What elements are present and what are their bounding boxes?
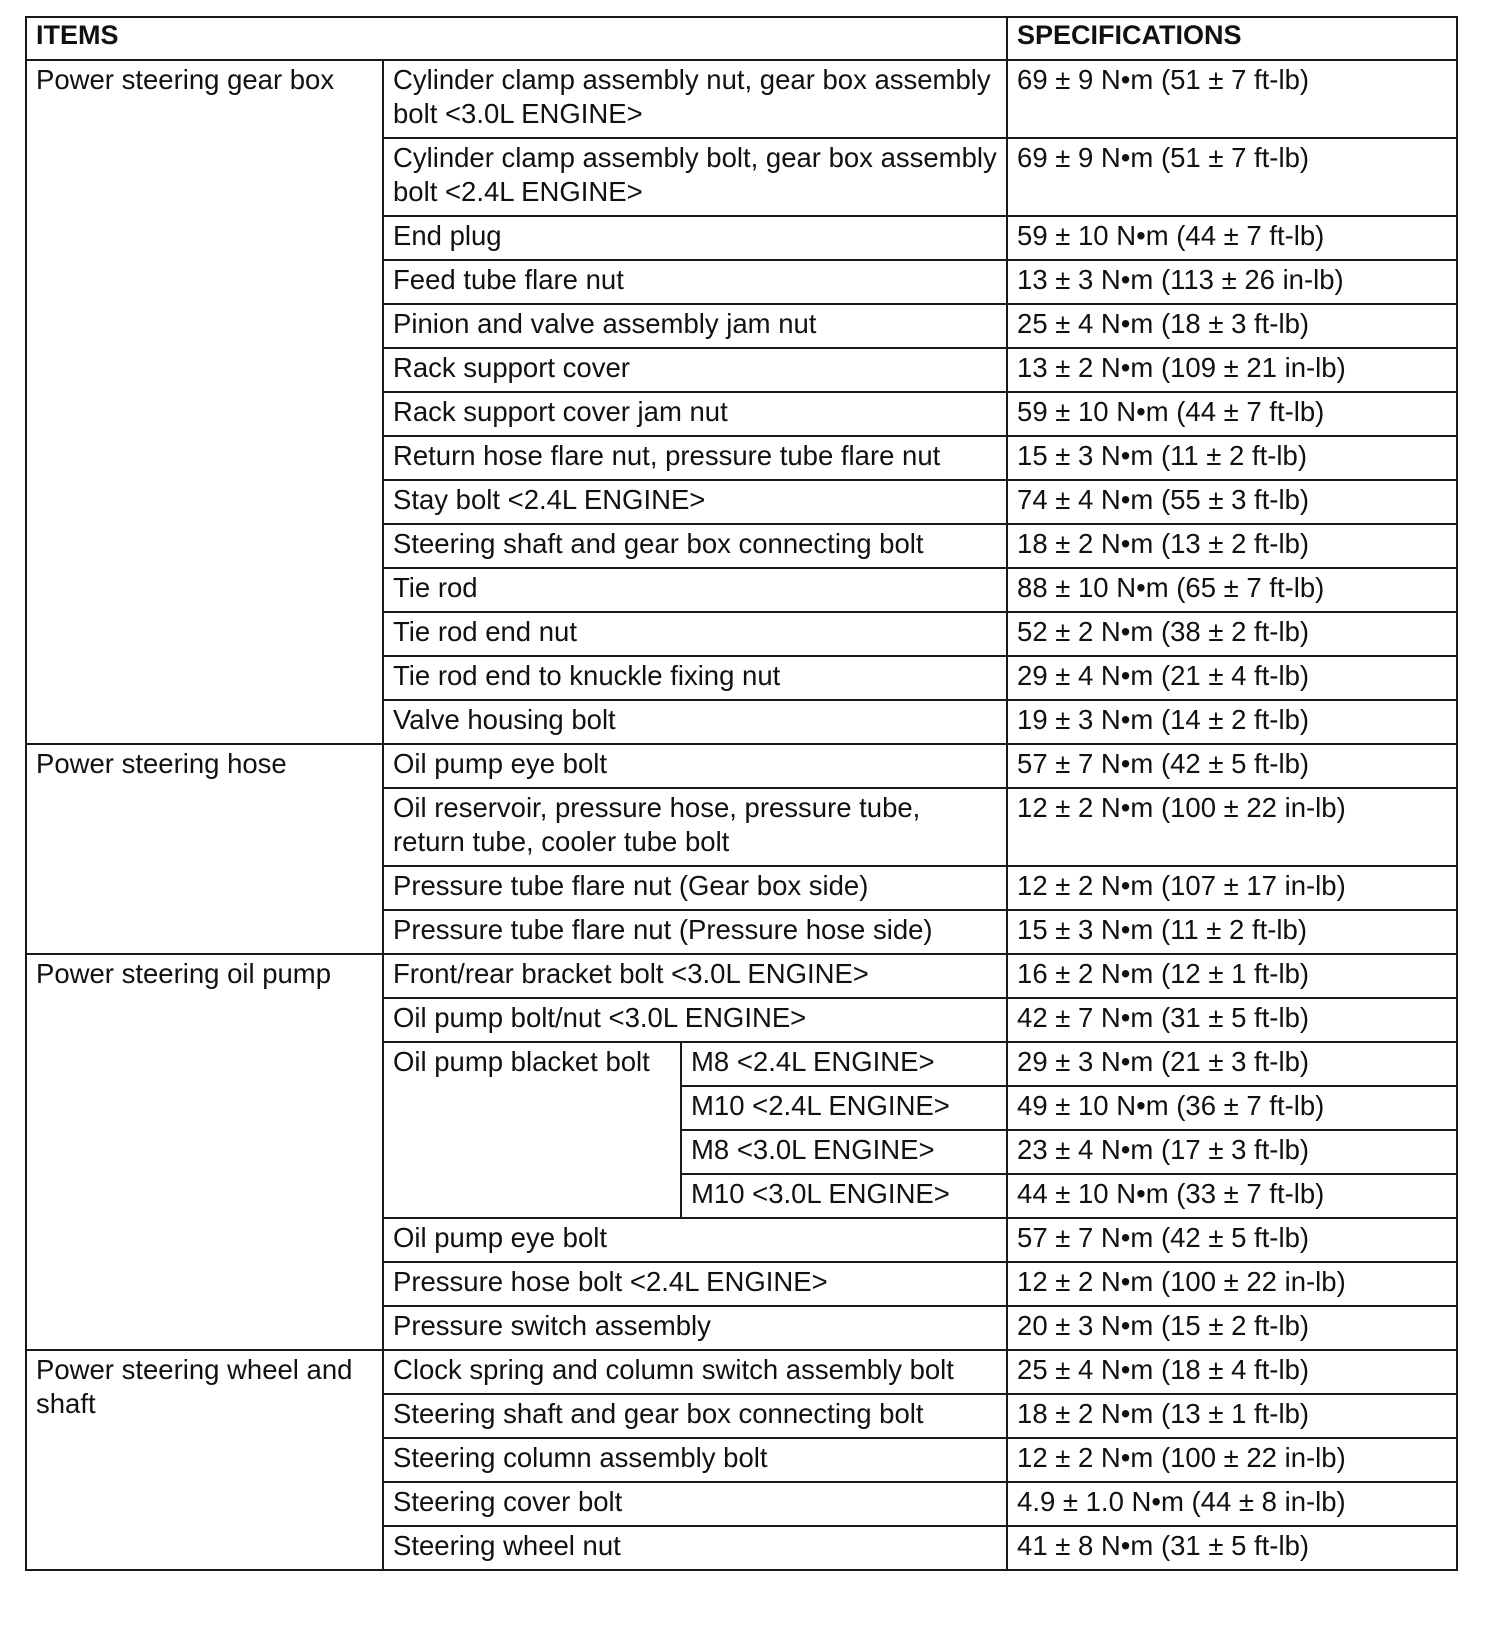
item-name: Feed tube flare nut xyxy=(383,260,1007,304)
spec-value: 29 ± 3 N•m (21 ± 3 ft-lb) xyxy=(1007,1042,1457,1086)
item-name: Tie rod xyxy=(383,568,1007,612)
spec-value: 25 ± 4 N•m (18 ± 4 ft-lb) xyxy=(1007,1350,1457,1394)
subgroup-variant: M10 <3.0L ENGINE> xyxy=(681,1174,1007,1218)
spec-value: 29 ± 4 N•m (21 ± 4 ft-lb) xyxy=(1007,656,1457,700)
table-row xyxy=(26,744,1457,788)
item-name: Tie rod end nut xyxy=(383,612,1007,656)
item-name: Pressure tube flare nut (Pressure hose side) xyxy=(383,910,1007,954)
spec-value: 12 ± 2 N•m (107 ± 17 in-lb) xyxy=(1007,866,1457,910)
header-row xyxy=(26,17,1457,60)
subgroup-name: Oil pump blacket bolt xyxy=(383,1042,681,1218)
spec-value: 49 ± 10 N•m (36 ± 7 ft-lb) xyxy=(1007,1086,1457,1130)
spec-value: 12 ± 2 N•m (100 ± 22 in-lb) xyxy=(1007,788,1457,866)
spec-value: 15 ± 3 N•m (11 ± 2 ft-lb) xyxy=(1007,436,1457,480)
item-name: Steering shaft and gear box connecting bolt xyxy=(383,524,1007,568)
spec-value: 69 ± 9 N•m (51 ± 7 ft-lb) xyxy=(1007,60,1457,138)
item-name: Steering cover bolt xyxy=(383,1482,1007,1526)
spec-value: 69 ± 9 N•m (51 ± 7 ft-lb) xyxy=(1007,138,1457,216)
table-row xyxy=(26,954,1457,998)
item-name: Pressure switch assembly xyxy=(383,1306,1007,1350)
spec-value: 20 ± 3 N•m (15 ± 2 ft-lb) xyxy=(1007,1306,1457,1350)
item-name: End plug xyxy=(383,216,1007,260)
spec-value: 57 ± 7 N•m (42 ± 5 ft-lb) xyxy=(1007,1218,1457,1262)
item-name: Clock spring and column switch assembly bolt xyxy=(383,1350,1007,1394)
item-name: Pinion and valve assembly jam nut xyxy=(383,304,1007,348)
spec-value: 19 ± 3 N•m (14 ± 2 ft-lb) xyxy=(1007,700,1457,744)
spec-value: 12 ± 2 N•m (100 ± 22 in-lb) xyxy=(1007,1262,1457,1306)
table-row xyxy=(26,60,1457,138)
item-name: Rack support cover xyxy=(383,348,1007,392)
spec-value: 74 ± 4 N•m (55 ± 3 ft-lb) xyxy=(1007,480,1457,524)
table-row xyxy=(26,1350,1457,1394)
item-name: Oil pump bolt/nut <3.0L ENGINE> xyxy=(383,998,1007,1042)
item-name: Front/rear bracket bolt <3.0L ENGINE> xyxy=(383,954,1007,998)
group-name: Power steering wheel and shaft xyxy=(26,1350,383,1570)
item-name: Cylinder clamp assembly bolt, gear box assembly bolt <2.4L ENGINE> xyxy=(383,138,1007,216)
specifications-header: SPECIFICATIONS xyxy=(1007,17,1457,60)
spec-value: 52 ± 2 N•m (38 ± 2 ft-lb) xyxy=(1007,612,1457,656)
item-name: Pressure hose bolt <2.4L ENGINE> xyxy=(383,1262,1007,1306)
item-name: Pressure tube flare nut (Gear box side) xyxy=(383,866,1007,910)
spec-value: 57 ± 7 N•m (42 ± 5 ft-lb) xyxy=(1007,744,1457,788)
item-name: Cylinder clamp assembly nut, gear box assembly bolt <3.0L ENGINE> xyxy=(383,60,1007,138)
spec-value: 12 ± 2 N•m (100 ± 22 in-lb) xyxy=(1007,1438,1457,1482)
item-name: Stay bolt <2.4L ENGINE> xyxy=(383,480,1007,524)
spec-value: 16 ± 2 N•m (12 ± 1 ft-lb) xyxy=(1007,954,1457,998)
item-name: Rack support cover jam nut xyxy=(383,392,1007,436)
spec-value: 13 ± 2 N•m (109 ± 21 in-lb) xyxy=(1007,348,1457,392)
spec-value: 88 ± 10 N•m (65 ± 7 ft-lb) xyxy=(1007,568,1457,612)
spec-value: 4.9 ± 1.0 N•m (44 ± 8 in-lb) xyxy=(1007,1482,1457,1526)
spec-value: 15 ± 3 N•m (11 ± 2 ft-lb) xyxy=(1007,910,1457,954)
item-name: Oil pump eye bolt xyxy=(383,1218,1007,1262)
table-body xyxy=(26,60,1457,1570)
spec-value: 44 ± 10 N•m (33 ± 7 ft-lb) xyxy=(1007,1174,1457,1218)
item-name: Valve housing bolt xyxy=(383,700,1007,744)
torque-spec-table xyxy=(25,16,1458,1571)
spec-value: 59 ± 10 N•m (44 ± 7 ft-lb) xyxy=(1007,216,1457,260)
group-name: Power steering gear box xyxy=(26,60,383,744)
items-header: ITEMS xyxy=(26,17,1007,60)
item-name: Tie rod end to knuckle fixing nut xyxy=(383,656,1007,700)
spec-value: 41 ± 8 N•m (31 ± 5 ft-lb) xyxy=(1007,1526,1457,1570)
spec-value: 23 ± 4 N•m (17 ± 3 ft-lb) xyxy=(1007,1130,1457,1174)
group-name: Power steering hose xyxy=(26,744,383,954)
subgroup-variant: M8 <3.0L ENGINE> xyxy=(681,1130,1007,1174)
item-name: Steering wheel nut xyxy=(383,1526,1007,1570)
subgroup-variant: M10 <2.4L ENGINE> xyxy=(681,1086,1007,1130)
spec-value: 25 ± 4 N•m (18 ± 3 ft-lb) xyxy=(1007,304,1457,348)
spec-value: 42 ± 7 N•m (31 ± 5 ft-lb) xyxy=(1007,998,1457,1042)
item-name: Oil pump eye bolt xyxy=(383,744,1007,788)
item-name: Oil reservoir, pressure hose, pressure tube, return tube, cooler tube bolt xyxy=(383,788,1007,866)
spec-value: 18 ± 2 N•m (13 ± 1 ft-lb) xyxy=(1007,1394,1457,1438)
subgroup-variant: M8 <2.4L ENGINE> xyxy=(681,1042,1007,1086)
item-name: Steering column assembly bolt xyxy=(383,1438,1007,1482)
item-name: Return hose flare nut, pressure tube flare nut xyxy=(383,436,1007,480)
spec-value: 18 ± 2 N•m (13 ± 2 ft-lb) xyxy=(1007,524,1457,568)
item-name: Steering shaft and gear box connecting bolt xyxy=(383,1394,1007,1438)
group-name: Power steering oil pump xyxy=(26,954,383,1350)
spec-value: 13 ± 3 N•m (113 ± 26 in-lb) xyxy=(1007,260,1457,304)
spec-value: 59 ± 10 N•m (44 ± 7 ft-lb) xyxy=(1007,392,1457,436)
